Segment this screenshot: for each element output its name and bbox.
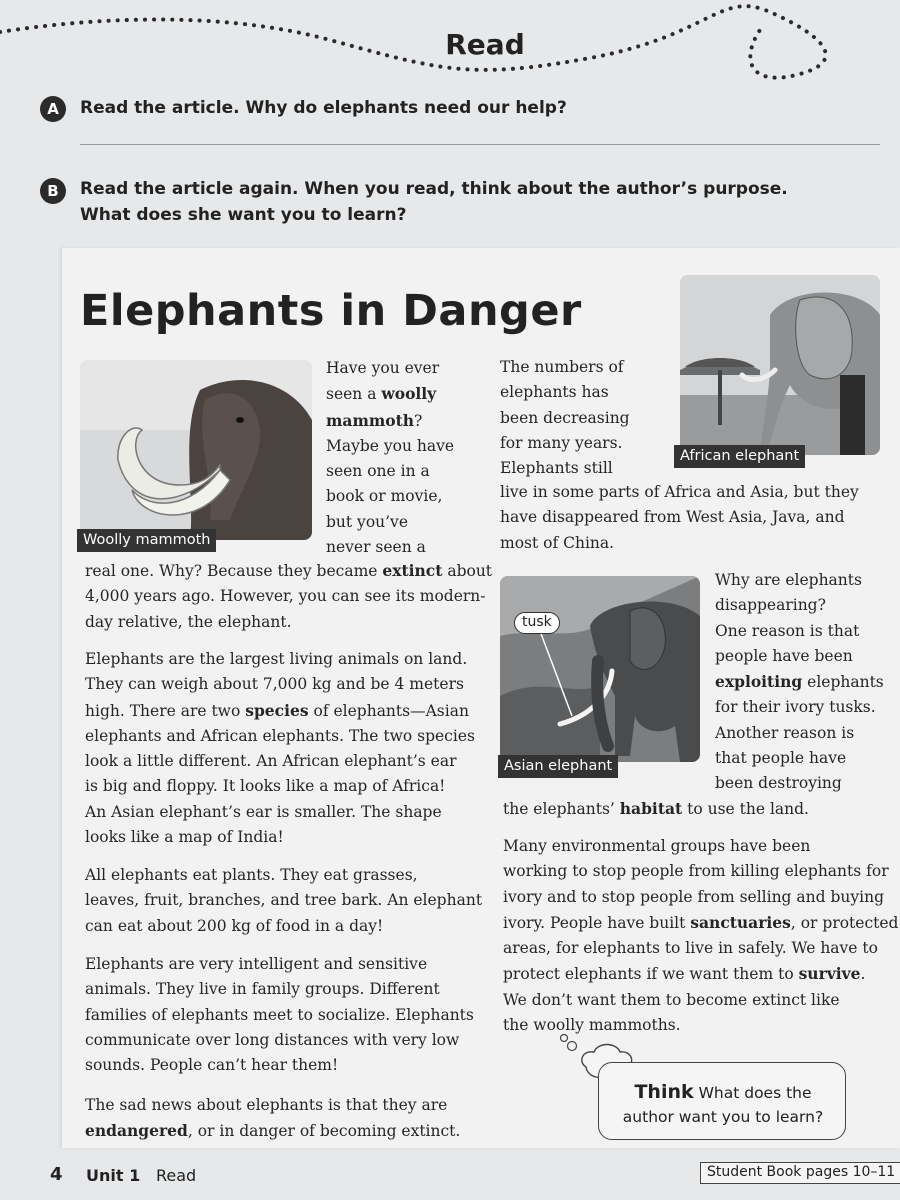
text-line: elephants has	[500, 383, 609, 402]
vocabulary-word: mammoth	[326, 410, 415, 430]
left-paragraph-4	[85, 952, 474, 1078]
text-line: areas, for elephants to live in safely. We have to	[503, 939, 878, 958]
answer-line[interactable]	[80, 144, 880, 145]
text-line: exploiting elephants	[715, 672, 884, 692]
text-line: but you’ve	[326, 512, 408, 531]
text-line: for their ivory tusks.	[715, 698, 876, 717]
asian-elephant-photo	[500, 576, 700, 762]
text-line: working to stop people from killing elephants for	[503, 862, 889, 881]
text-line: high. There are two species of elephants—Asian	[85, 700, 469, 720]
text-line: leaves, fruit, branches, and tree bark. An elephant	[85, 891, 483, 910]
text-line: The sad news about elephants is that they are	[85, 1096, 448, 1114]
text-line: the elephants’ habitat to use the land.	[503, 799, 809, 818]
text-line: seen one in a	[326, 462, 430, 481]
text-line: disappearing?	[715, 596, 826, 615]
text-line: sounds. People can’t hear them!	[85, 1056, 339, 1075]
left-paragraph-5	[85, 1093, 460, 1145]
mammoth-caption: Woolly mammoth	[77, 529, 216, 552]
text-line: looks like a map of India!	[85, 828, 284, 847]
tusk-label: tusk	[514, 612, 560, 634]
text-line: They can weigh about 7,000 kg and be 4 meters	[85, 675, 464, 694]
right-paragraph-3	[503, 834, 898, 1038]
text-line: elephants and African elephants. The two species	[85, 726, 475, 745]
text-line: been destroying	[715, 774, 842, 793]
text-line: Have you ever	[326, 359, 440, 377]
question-b-line-1: Read the article again. When you read, think about the author’s purpose.	[80, 179, 788, 199]
right-paragraph-2-beside	[715, 568, 884, 797]
vocabulary-word: exploiting	[715, 672, 803, 692]
text-line: ivory. People have built sanctuaries, or protected	[503, 912, 899, 932]
text-line: All elephants eat plants. They eat grasses,	[85, 866, 418, 884]
text-line: for many years.	[500, 433, 623, 452]
text-line: live in some parts of Africa and Asia, but they	[500, 483, 859, 501]
left-beside-photo-text	[326, 356, 454, 560]
text-line: been decreasing	[500, 408, 630, 427]
left-paragraph-1	[85, 558, 492, 635]
african-elephant-caption: African elephant	[674, 445, 805, 468]
text-line: never seen a	[326, 538, 426, 557]
page-number: 4	[50, 1164, 63, 1185]
text-line: 4,000 years ago. However, you can see its modern-	[85, 587, 486, 606]
vocabulary-word: habitat	[619, 799, 683, 818]
footer-section: Read	[156, 1166, 197, 1185]
text-line: Elephants are very intelligent and sensitive	[85, 955, 428, 973]
think-line-1: What does the	[698, 1084, 812, 1102]
text-line: families of elephants meet to socialize. Elephants	[85, 1005, 474, 1024]
text-line: people have been	[715, 646, 853, 665]
text-line: Why are elephants	[715, 571, 862, 589]
think-prompt	[610, 1080, 836, 1129]
section-title: Read	[445, 28, 525, 61]
text-line: book or movie,	[326, 487, 443, 506]
text-line: can eat about 200 kg of food in a day!	[85, 916, 384, 935]
text-line: look a little different. An African elephant’s ear	[85, 752, 457, 771]
vocabulary-word: species	[245, 700, 309, 720]
text-line: Many environmental groups have been	[503, 837, 811, 855]
text-line: ivory and to stop people from selling and buying	[503, 887, 884, 906]
vocabulary-word: endangered	[85, 1121, 188, 1141]
vocabulary-word: survive	[798, 964, 861, 984]
asian-elephant-caption: Asian elephant	[498, 755, 618, 778]
vocabulary-word: extinct	[382, 561, 443, 580]
text-line: One reason is that	[715, 621, 860, 640]
text-line: The numbers of	[500, 358, 624, 376]
text-line: Another reason is	[715, 723, 855, 742]
text-line: An Asian elephant’s ear is smaller. The shape	[85, 802, 442, 821]
left-paragraph-3	[85, 863, 482, 939]
text-line: Elephants are the largest living animals on land.	[85, 650, 468, 668]
text-line: endangered, or in danger of becoming extinct.	[85, 1121, 461, 1141]
text-line: protect elephants if we want them to survive.	[503, 964, 866, 984]
question-a-text: Read the article. Why do elephants need our help?	[80, 98, 567, 118]
text-line: day relative, the elephant.	[85, 612, 292, 631]
text-line: We don’t want them to become extinct like	[503, 990, 840, 1009]
text-line: real one. Why? Because they became extinct about	[85, 561, 493, 580]
text-line: Elephants still	[500, 459, 613, 478]
right-paragraph-1-rest	[500, 480, 859, 556]
think-word: Think	[634, 1081, 694, 1103]
text-line: the woolly mammoths.	[503, 1016, 681, 1035]
text-line: animals. They live in family groups. Different	[85, 980, 440, 999]
article-title: Elephants in Danger	[80, 286, 582, 336]
right-paragraph-1-beside	[500, 355, 630, 481]
woolly-mammoth-photo	[80, 360, 312, 540]
student-book-pages: Student Book pages 10–11	[700, 1162, 900, 1184]
vocabulary-word: sanctuaries	[690, 912, 791, 932]
text-line: communicate over long distances with very low	[85, 1030, 460, 1049]
question-b-line-2: What does she want you to learn?	[80, 205, 407, 225]
text-line: most of China.	[500, 533, 615, 552]
right-paragraph-2-rest	[503, 796, 809, 822]
footer-unit: Unit 1	[86, 1166, 141, 1185]
text-line: that people have	[715, 749, 847, 768]
left-paragraph-2	[85, 647, 475, 850]
text-line: have disappeared from West Asia, Java, and	[500, 508, 845, 527]
think-line-2: author want you to learn?	[622, 1108, 824, 1126]
text-line: is big and floppy. It looks like a map of Africa!	[85, 777, 446, 796]
text-line: mammoth?	[326, 410, 423, 430]
vocabulary-word: woolly	[381, 384, 437, 404]
question-b-badge: B	[40, 178, 66, 204]
african-elephant-photo	[680, 275, 880, 455]
text-line: Maybe you have	[326, 436, 455, 455]
question-a-badge: A	[40, 96, 66, 122]
text-line: seen a woolly	[326, 384, 437, 404]
